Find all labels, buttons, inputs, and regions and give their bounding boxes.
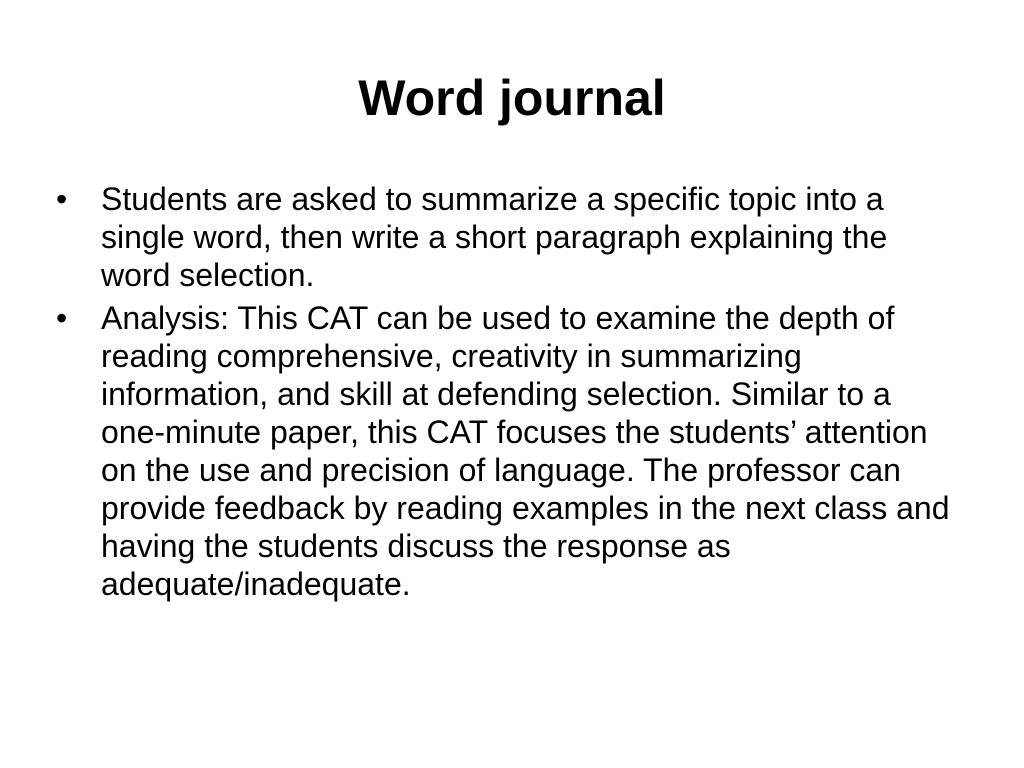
- bullet-list: [56, 180, 956, 603]
- bullet-item-summary: [56, 180, 956, 294]
- bullet-text: Analysis: This CAT can be used to examine the depth of reading comprehensive, creativity in summarizing information, and skill at defending selection. Similar to a one-minute paper, this CAT focuses the students’ attention on the use and precision of language. The professor can provide feedback by reading examples in the next class and having the students discuss the response as adequate/inadequate.: [101, 300, 950, 602]
- bullet-text: Students are asked to summarize a specific topic into a single word, then write a short paragraph explaining the word selection.: [101, 181, 888, 293]
- bullet-item-analysis: [56, 299, 956, 603]
- bullet-marker: •: [56, 181, 68, 217]
- slide-title: Word journal: [358, 70, 666, 126]
- bullet-marker: •: [56, 300, 68, 336]
